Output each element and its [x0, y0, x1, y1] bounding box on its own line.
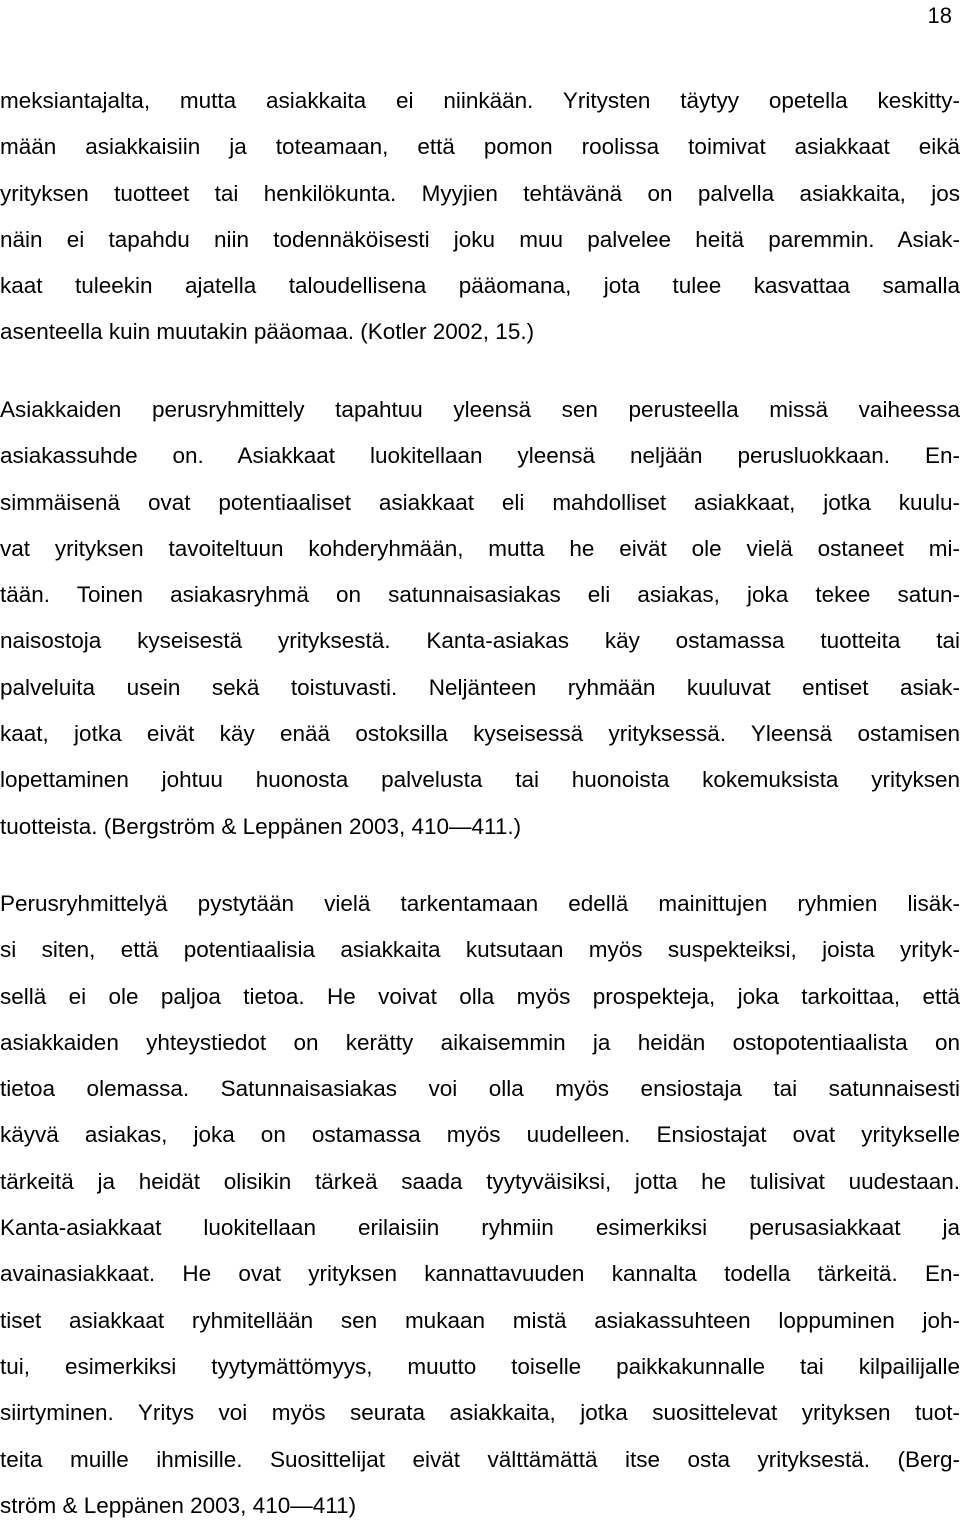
text-line: meksiantajalta, mutta asiakkaita ei niinkään. Yritysten täytyy opetella keskitty- — [0, 88, 960, 113]
page-number: 18 — [927, 3, 952, 28]
text-line: Kanta-asiakkaat luokitellaan erilaisiin ryhmiin esimerkiksi perusasiakkaat ja — [0, 1215, 960, 1241]
text-line: palveluita usein sekä toistuvasti. Neljänteen ryhmään kuuluvat entiset asiak- — [0, 674, 960, 700]
text-line: asiakassuhde on. Asiakkaat luokitellaan yleensä neljään perusluokkaan. En- — [0, 443, 960, 469]
text-line: tään. Toinen asiakasryhmä on satunnaisasiakas eli asiakas, joka tekee satun- — [0, 582, 960, 608]
text-line: siirtyminen. Yritys voi myös seurata asiakkaita, jotka suosittelevat yrityksen tuot- — [0, 1400, 960, 1426]
text-line: mään asiakkaisiin ja toteamaan, että pomon roolissa toimivat asiakkaat eikä — [0, 134, 960, 160]
text-line: asiakkaiden yhteystiedot on kerätty aikaisemmin ja heidän ostopotentiaalista on — [0, 1029, 960, 1055]
text-line: simmäisenä ovat potentiaaliset asiakkaat eli mahdolliset asiakkaat, jotka kuulu- — [0, 489, 960, 515]
paragraph-refined-grouping — [0, 881, 960, 1529]
text-line: Asiakkaiden perusryhmittely tapahtuu yleensä sen perusteella missä vaiheessa — [0, 397, 960, 422]
text-line: näin ei tapahdu niin todennäköisesti joku muu palvelee heitä paremmin. Asiak- — [0, 226, 960, 252]
paragraph-customer-as-boss — [0, 78, 960, 356]
text-line: ström & Leppänen 2003, 410—411) — [0, 1492, 357, 1518]
text-line: asenteella kuin muutakin pääomaa. (Kotler 2002, 15.) — [0, 319, 535, 345]
text-line: tiset asiakkaat ryhmitellään sen mukaan mistä asiakassuhteen loppuminen joh- — [0, 1307, 960, 1333]
text-line: avainasiakkaat. He ovat yrityksen kannattavuuden kannalta todella tärkeitä. En- — [0, 1261, 960, 1287]
text-line: tietoa olemassa. Satunnaisasiakas voi olla myös ensiostaja tai satunnaisesti — [0, 1076, 960, 1102]
text-line: tärkeitä ja heidät olisikin tärkeä saada tyytyväisiksi, jotta he tulisivat uudestaan. — [0, 1168, 960, 1194]
text-line: sellä ei ole paljoa tietoa. He voivat olla myös prospekteja, joka tarkoittaa, että — [0, 983, 960, 1009]
text-line: tuotteista. (Bergström & Leppänen 2003, 410—411.) — [0, 813, 522, 839]
text-line: Perusryhmittelyä pystytään vielä tarkentamaan edellä mainittujen ryhmien lisäk- — [0, 891, 960, 916]
text-line: kaat tuleekin ajatella taloudellisena pääomana, jota tulee kasvattaa samalla — [0, 273, 960, 299]
text-line: tui, esimerkiksi tyytymättömyys, muutto toiselle paikkakunnalle tai kilpailijalle — [0, 1353, 960, 1379]
text-line: naisostoja kyseisestä yrityksestä. Kanta-asiakas käy ostamassa tuotteita tai — [0, 628, 960, 654]
text-line: kaat, jotka eivät käy enää ostoksilla kyseisessä yrityksessä. Yleensä ostamisen — [0, 721, 960, 747]
text-line: yrityksen tuotteet tai henkilökunta. Myyjien tehtävänä on palvella asiakkaita, jos — [0, 180, 960, 206]
text-line: käyvä asiakas, joka on ostamassa myös uudelleen. Ensiostajat ovat yritykselle — [0, 1122, 960, 1148]
text-line: si siten, että potentiaalisia asiakkaita kutsutaan myös suspekteiksi, joista yrityk- — [0, 937, 960, 963]
text-line: lopettaminen johtuu huonosta palvelusta tai huonoista kokemuksista yrityksen — [0, 767, 960, 793]
paragraph-customer-classification — [0, 387, 960, 850]
text-line: teita muille ihmisille. Suosittelijat eivät välttämättä itse osta yrityksestä. (Berg- — [0, 1446, 960, 1472]
text-line: vat yrityksen tavoiteltuun kohderyhmään, mutta he eivät ole vielä ostaneet mi- — [0, 535, 960, 561]
